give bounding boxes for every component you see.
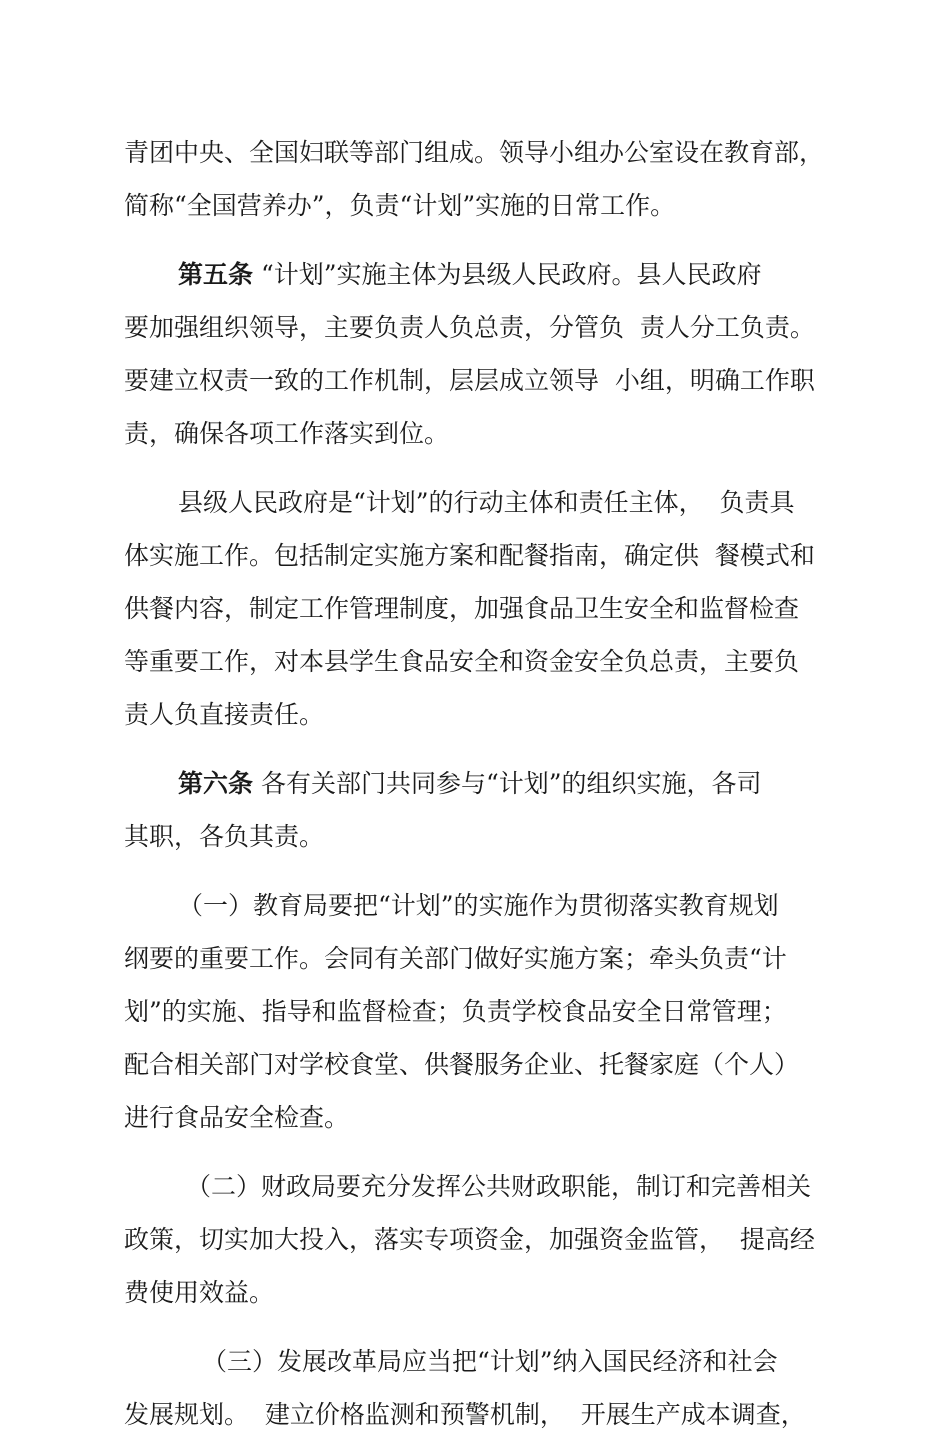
text-line: [124, 1160, 834, 1213]
text-line: [124, 1091, 834, 1144]
line-text: 要加强组织领导，主要负责人负总责，分管负 责人分工负责。: [124, 313, 815, 342]
text-line: [124, 1213, 834, 1266]
line-text: 供餐内容，制定工作管理制度，加强食品卫生安全和监督检查: [124, 594, 800, 623]
text-line: [124, 354, 834, 407]
text-line: [124, 1266, 834, 1319]
text-line: [124, 757, 834, 810]
text-line: [124, 810, 834, 863]
text-line: [124, 932, 834, 985]
line-text: 责，确保各项工作落实到位。: [124, 419, 450, 448]
line-text: 简称“全国营养办”，负责“计划”实施的日常工作。: [124, 191, 676, 220]
line-text: 责人负直接责任。: [124, 700, 325, 729]
text-line: [124, 1335, 834, 1388]
text-line: [124, 688, 834, 741]
line-text: 县级人民政府是“计划”的行动主体和责任主体， 负责具: [178, 488, 795, 517]
line-text: 发展规划。 建立价格监测和预警机制， 开展生产成本调查，: [124, 1400, 806, 1429]
line-text: 青团中央、全国妇联等部门组成。领导小组办公室设在教育部，: [124, 138, 825, 167]
text-line: [124, 248, 834, 301]
text-line: [124, 879, 834, 932]
text-line: [124, 407, 834, 460]
text-line: [124, 1038, 834, 1091]
document-body: [124, 126, 834, 1441]
line-text: 要建立权责一致的工作机制，层层成立领导 小组，明确工作职: [124, 366, 815, 395]
article-heading: 第六条: [178, 769, 254, 798]
line-text: 等重要工作，对本县学生食品安全和资金安全负总责，主要负: [124, 647, 800, 676]
line-text: “计划”实施主体为县级人民政府。县人民政府: [253, 260, 762, 289]
line-text: 体实施工作。包括制定实施方案和配餐指南，确定供 餐模式和: [124, 541, 815, 570]
line-text: （一）教育局要把“计划”的实施作为贯彻落实教育规划: [178, 891, 779, 920]
line-text: 政策，切实加大投入，落实专项资金，加强资金监管， 提高经: [124, 1225, 815, 1254]
text-line: [124, 476, 834, 529]
text-line: [124, 1388, 834, 1441]
line-text: 进行食品安全检查。: [124, 1103, 350, 1132]
text-line: [124, 635, 834, 688]
line-text: （三）发展改革局应当把“计划”纳入国民经济和社会: [202, 1347, 778, 1376]
line-text: （二）财政局要充分发挥公共财政职能，制订和完善相关: [186, 1172, 812, 1201]
text-line: [124, 179, 834, 232]
article-heading: 第五条: [178, 260, 254, 289]
line-text: 其职，各负其责。: [124, 822, 325, 851]
line-text: 费使用效益。: [124, 1278, 275, 1307]
text-line: [124, 301, 834, 354]
line-text: 各有关部门共同参与“计划”的组织实施，各司: [253, 769, 762, 798]
text-line: [124, 985, 834, 1038]
text-line: [124, 126, 834, 179]
text-line: [124, 582, 834, 635]
line-text: 划”的实施、指导和监督检查；负责学校食品安全日常管理；: [124, 997, 787, 1026]
text-line: [124, 529, 834, 582]
line-text: 纲要的重要工作。会同有关部门做好实施方案；牵头负责“计: [124, 944, 787, 973]
line-text: 配合相关部门对学校食堂、供餐服务企业、托餐家庭（个人）: [124, 1050, 800, 1079]
